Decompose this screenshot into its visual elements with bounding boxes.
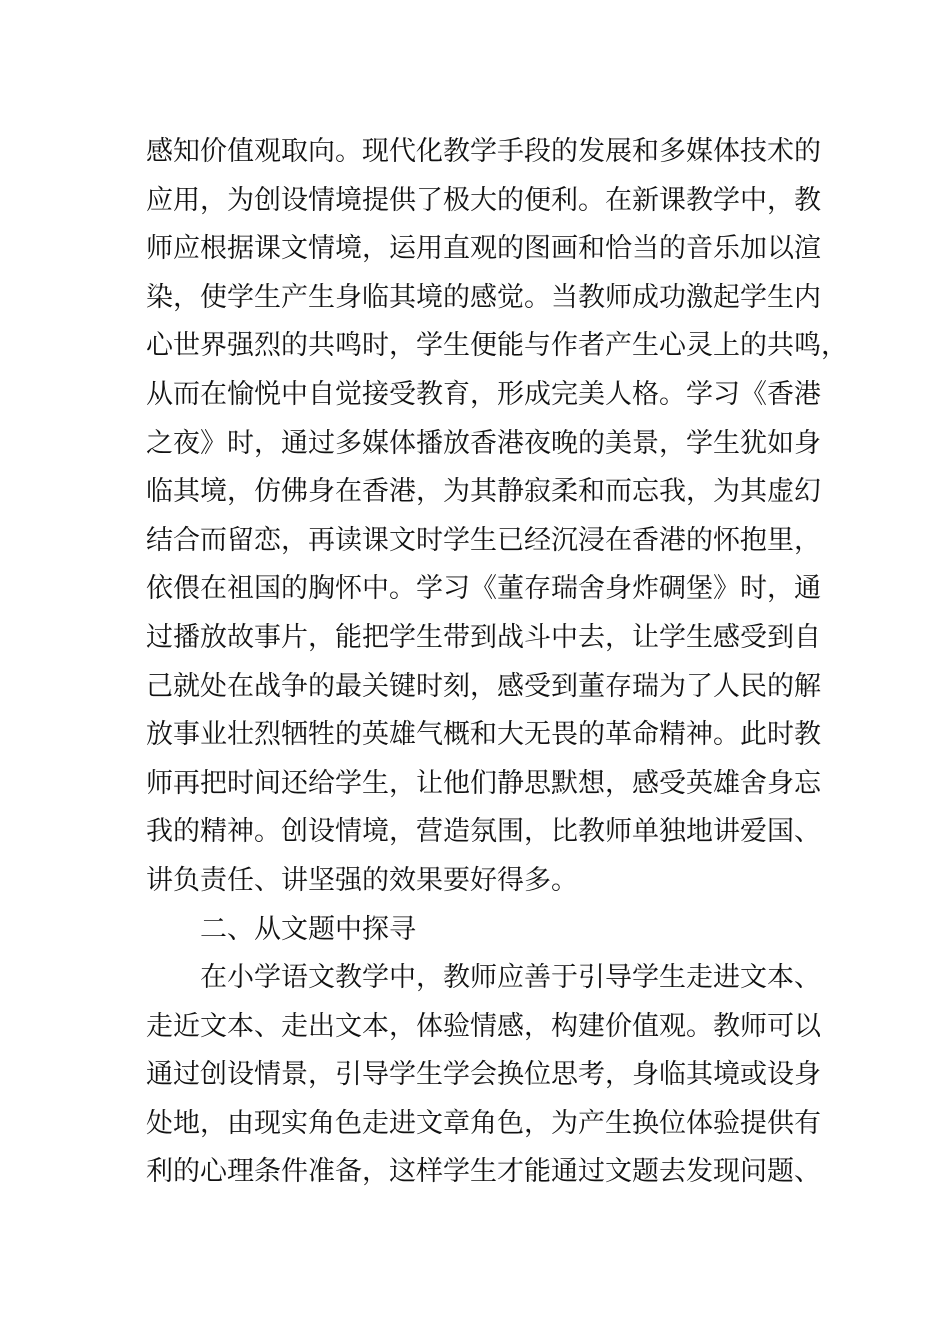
text-line: 放事业壮烈牺牲的英雄气概和大无畏的革命精神。此时教 [146,719,821,751]
text-line: 师应根据课文情境，运用直观的图画和恰当的音乐加以渲 [146,233,821,265]
text-line: 应用，为创设情境提供了极大的便利。在新课教学中，教 [146,184,821,216]
text-line: 心世界强烈的共鸣时，学生便能与作者产生心灵上的共鸣， [146,330,848,362]
text-line: 之夜》时，通过多媒体播放香港夜晚的美景，学生犹如身 [146,427,821,459]
text-line: 临其境，仿佛身在香港，为其静寂柔和而忘我，为其虚幻 [146,476,821,508]
section-heading: 二、从文题中探寻 [200,913,416,945]
text-line: 通过创设情景，引导学生学会换位思考，身临其境或设身 [146,1059,821,1091]
text-line: 过播放故事片，能把学生带到战斗中去，让学生感受到自 [146,621,821,653]
text-line: 从而在愉悦中自觉接受教育，形成完美人格。学习《香港 [146,378,821,410]
text-line: 结合而留恋，再读课文时学生已经沉浸在香港的怀抱里， [146,524,821,556]
text-line: 我的精神。创设情境，营造氛围，比教师单独地讲爱国、 [146,816,821,848]
text-line: 在小学语文教学中，教师应善于引导学生走进文本、 [200,962,821,994]
text-line: 感知价值观取向。现代化教学手段的发展和多媒体技术的 [146,136,821,167]
text-line: 走近文本、走出文本，体验情感，构建价值观。教师可以 [146,1010,821,1042]
text-line: 己就处在战争的最关键时刻，感受到董存瑞为了人民的解 [146,670,821,702]
text-line: 讲负责任、讲坚强的效果要好得多。 [146,864,578,896]
text-line: 师再把时间还给学生，让他们静思默想，感受英雄舍身忘 [146,767,821,799]
text-line: 依偎在祖国的胸怀中。学习《董存瑞舍身炸碉堡》时，通 [146,573,821,605]
text-line: 利的心理条件准备，这样学生才能通过文题去发现问题、 [146,1156,821,1188]
body-text [146,128,848,1197]
text-line: 染，使学生产生身临其境的感觉。当教师成功激起学生内 [146,281,821,313]
text-line: 处地，由现实角色走进文章角色，为产生换位体验提供有 [146,1107,821,1139]
